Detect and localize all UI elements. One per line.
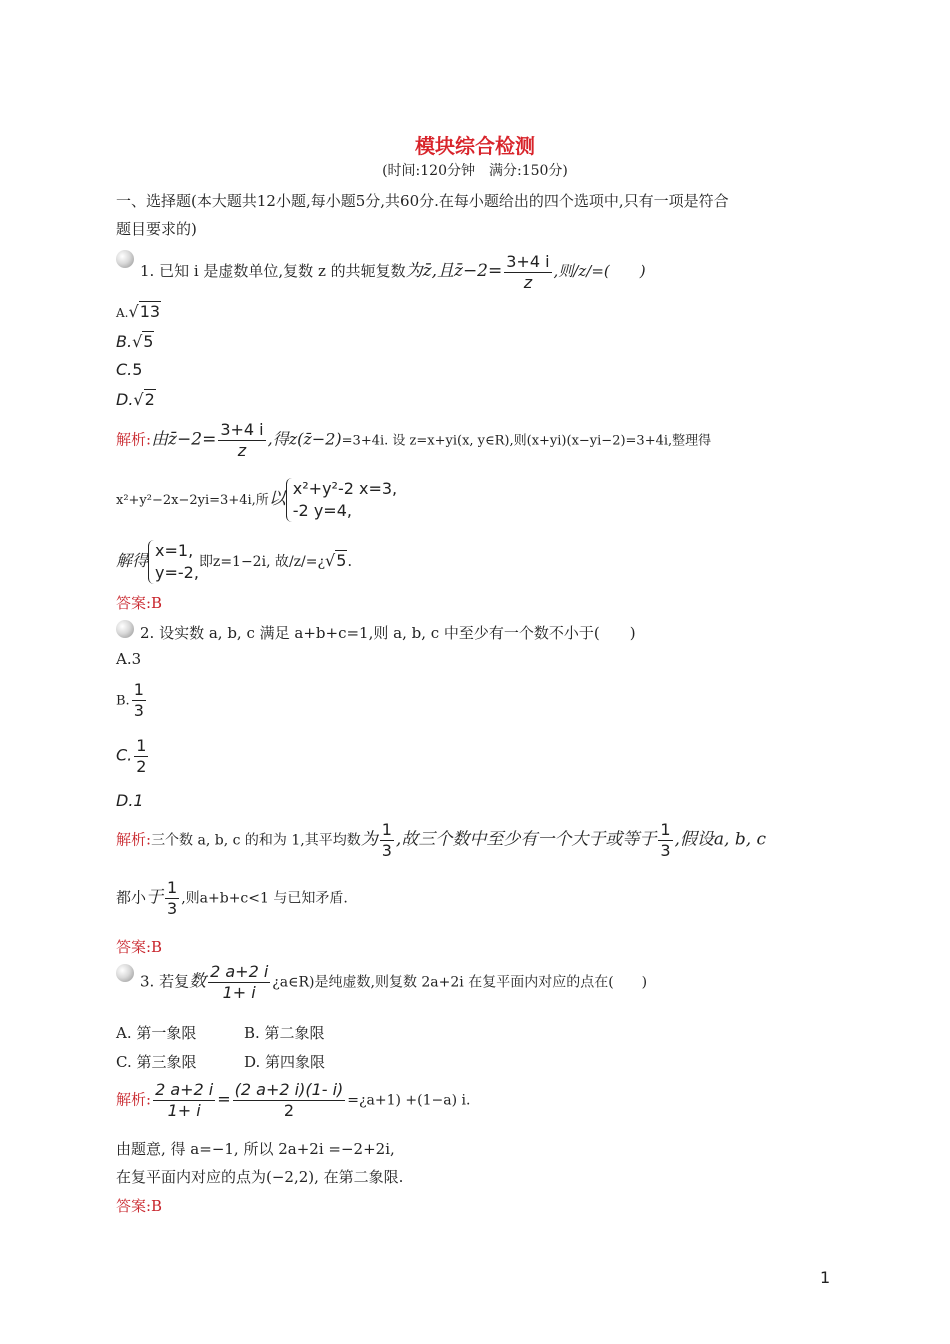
q2-option-c <box>116 736 150 777</box>
fraction-denominator: 3 <box>167 899 178 918</box>
page-subtitle: (时间:120分钟 满分:150分) <box>382 163 568 179</box>
q3-answer: 答案:B <box>116 1197 163 1215</box>
analysis-text: =¿a+1) +(1−a) i. <box>347 1092 471 1109</box>
sqrt-symbol: √5 <box>325 551 347 570</box>
fraction-numerator: 2 a+2 i <box>155 1080 214 1099</box>
fraction-numerator: 3+4 i <box>506 252 550 271</box>
question-bullet-icon <box>116 964 134 982</box>
analysis-text: x²+y²−2x−2yi=3+4i,所 <box>116 493 269 508</box>
section-heading-line2: 题目要求的) <box>116 220 197 238</box>
question-3-stem <box>140 962 647 1003</box>
analysis-fraction <box>218 420 265 461</box>
section-heading-line1: 一、选择题(本大题共12小题,每小题5分,共60分.在每小题给出的四个选项中,只有一项是符合 <box>116 192 729 210</box>
q1-option-a <box>116 302 161 321</box>
fraction-denominator: 1+ i <box>222 983 256 1002</box>
q3-analysis-line1 <box>116 1080 470 1121</box>
question-1-stem-cond: 为z̄,且z̄−2= <box>405 261 503 281</box>
q1-analysis-line1 <box>116 420 711 461</box>
question-3-fraction <box>208 962 270 1003</box>
sqrt-radicand: 13 <box>139 302 161 321</box>
fraction-denominator: z <box>237 441 247 460</box>
q3-option-c: C. 第三象限 <box>116 1053 197 1071</box>
option-value: 5 <box>132 360 143 379</box>
option-label: D.1 <box>116 791 144 810</box>
analysis-text: 三个数 a, b, c 的和为 1,其平均数 <box>151 832 361 849</box>
q1-option-b <box>116 332 154 351</box>
q2-option-a: A.3 <box>116 650 142 668</box>
fraction-denominator: 2 <box>136 757 147 776</box>
q2-analysis-line2 <box>116 878 348 919</box>
equation-system <box>148 540 199 584</box>
option-label: A. <box>116 306 129 320</box>
question-3-stem-text: 数 <box>189 971 207 992</box>
question-2-stem: 2. 设实数 a, b, c 满足 a+b+c=1,则 a, b, c 中至少有一个数不小于( ) <box>140 624 636 642</box>
fraction-numerator: 2 a+2 i <box>210 962 269 981</box>
fraction-denominator: 2 <box>283 1101 295 1120</box>
analysis-text: 于 <box>146 887 164 908</box>
analysis-text: 即z=1−2i, 故/z/=¿ <box>198 554 326 570</box>
q3-option-a: A. 第一象限 <box>116 1024 197 1042</box>
fraction-numerator: 1 <box>133 680 144 699</box>
analysis-text: 都小 <box>116 888 147 907</box>
equation-system <box>286 478 397 522</box>
option-label: B. <box>116 693 130 709</box>
fraction-denominator: 3 <box>381 841 392 860</box>
q2-option-d <box>116 791 144 810</box>
analysis-text: ,假设a, b, c <box>674 829 767 850</box>
analysis-fraction <box>153 1080 215 1121</box>
q1-analysis-line3 <box>116 540 352 584</box>
analysis-fraction <box>658 820 672 861</box>
q3-analysis-line2: 由题意, 得 a=−1, 所以 2a+2i =−2+2i, <box>116 1140 395 1158</box>
fraction-numerator: 1 <box>136 736 147 755</box>
sqrt-symbol: √5 <box>132 332 154 351</box>
analysis-fraction <box>380 820 394 861</box>
analysis-text: =3+4i. 设 z=x+yi(x, y∈R),则(x+yi)(x−yi−2)=3+4i,整理得 <box>341 433 712 449</box>
q3-option-b: B. 第二象限 <box>244 1024 325 1042</box>
question-3-stem-text: ¿a∈R)是纯虚数,则复数 2a+2i 在复平面内对应的点在( ) <box>272 974 648 991</box>
analysis-text: 为 <box>360 829 378 850</box>
sqrt-symbol: √2 <box>133 390 155 409</box>
fraction-denominator: 3 <box>660 841 671 860</box>
analysis-text: ,得z(z̄−2) <box>267 429 342 449</box>
option-fraction <box>132 680 146 721</box>
option-label: D. <box>116 390 134 409</box>
option-label: B. <box>116 332 133 351</box>
page-title: 模块综合检测 <box>415 134 535 158</box>
sqrt-symbol: √13 <box>128 302 161 321</box>
question-1-stem-ask: ,则/z/=( ) <box>553 262 646 280</box>
sqrt-radicand: 5 <box>143 332 154 351</box>
q1-option-c <box>116 360 142 379</box>
analysis-text: 由z̄−2= <box>151 429 217 450</box>
analysis-text: . <box>347 552 353 570</box>
question-1-fraction <box>504 252 551 293</box>
equation-row: -2 y=4, <box>292 501 352 520</box>
fraction-numerator: 3+4 i <box>220 420 264 439</box>
q1-option-d <box>116 390 156 409</box>
fraction-denominator: z <box>523 273 533 292</box>
fraction-denominator: 1+ i <box>167 1101 201 1120</box>
fraction-numerator: (2 a+2 i)(1- i) <box>234 1080 344 1099</box>
question-bullet-icon <box>116 250 134 268</box>
q2-answer: 答案:B <box>116 938 163 956</box>
analysis-text: 解得 <box>116 551 149 570</box>
sqrt-radicand: 2 <box>144 390 155 409</box>
question-1-stem-text: 1. 已知 i 是虚数单位,复数 z 的共轭复数 <box>140 262 406 280</box>
q2-option-b <box>116 680 148 721</box>
equation-row: x=1, <box>155 541 194 560</box>
analysis-text: = <box>217 1089 231 1109</box>
analysis-label: 解析: <box>116 1090 152 1109</box>
q3-analysis-line3: 在复平面内对应的点为(−2,2), 在第二象限. <box>116 1168 404 1186</box>
equation-row: y=-2, <box>155 563 199 582</box>
fraction-numerator: 1 <box>167 878 178 897</box>
fraction-numerator: 1 <box>381 820 392 839</box>
q3-option-d: D. 第四象限 <box>244 1053 326 1071</box>
option-label: C. <box>116 360 133 379</box>
q1-answer: 答案:B <box>116 594 163 612</box>
analysis-text: 以 <box>268 489 286 509</box>
q1-analysis-line2 <box>116 478 397 522</box>
analysis-text: ,故三个数中至少有一个大于或等于 <box>395 829 657 850</box>
fraction-denominator: 3 <box>133 701 144 720</box>
analysis-label: 解析: <box>116 830 152 849</box>
question-bullet-icon <box>116 620 134 638</box>
sqrt-radicand: 5 <box>336 551 347 570</box>
option-fraction <box>134 736 148 777</box>
analysis-label: 解析: <box>116 430 152 449</box>
equation-row: x²+y²-2 x=3, <box>292 479 398 498</box>
option-label: C. <box>116 745 133 765</box>
q2-analysis-line1 <box>116 820 766 861</box>
page-number: 1 <box>820 1268 831 1287</box>
analysis-fraction <box>233 1080 346 1121</box>
question-3-stem-text: 3. 若复 <box>140 972 190 991</box>
analysis-fraction <box>165 878 179 919</box>
analysis-text: ,则a+b+c<1 与已知矛盾. <box>181 890 348 907</box>
question-1-stem <box>140 252 646 293</box>
fraction-numerator: 1 <box>660 820 671 839</box>
